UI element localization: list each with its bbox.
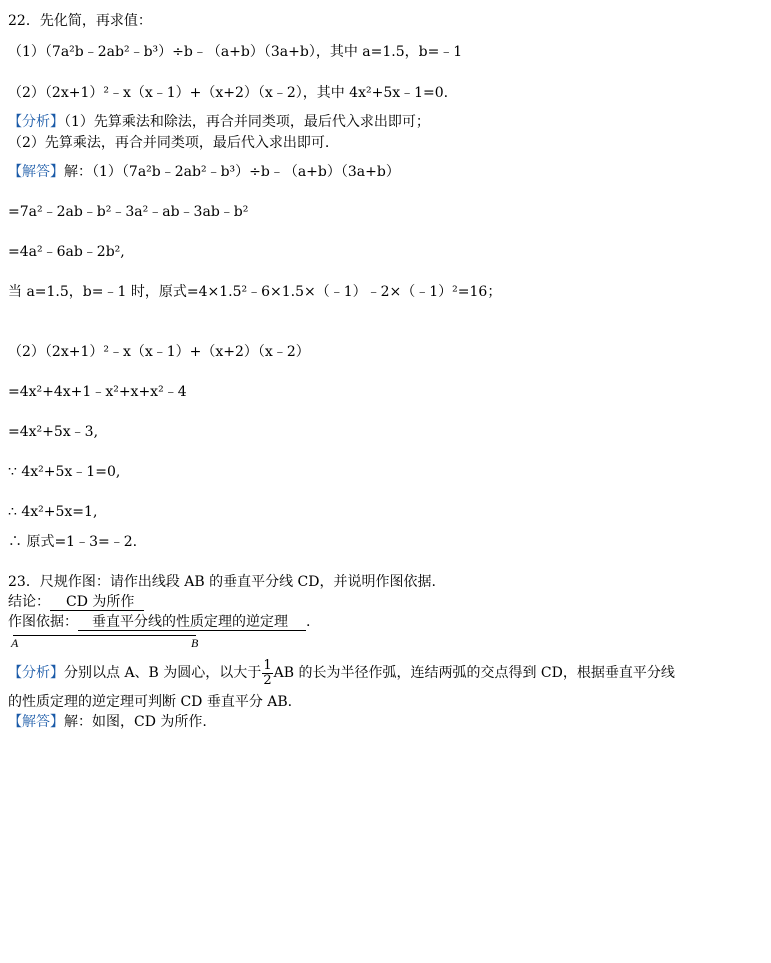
q23-answer <box>8 713 207 731</box>
answer-text: 解：如图，CD 为所作. <box>64 714 207 730</box>
basis-label: 作图依据： <box>8 614 78 630</box>
point-a-label: A <box>11 636 19 650</box>
q22-title: 22．先化简，再求值： <box>8 13 152 29</box>
answer-tag: 【解答】 <box>8 164 64 180</box>
conclusion-label: 结论： <box>8 594 50 610</box>
answer-text: 解：（1）（7a²b﹣2ab²﹣b³）÷b﹣（a+b）（3a+b） <box>64 164 400 180</box>
q22-step2: =4a²﹣6ab﹣2b², <box>8 244 125 260</box>
analysis-text-post: AB 的长为半径作弧，连结两弧的交点得到 CD，根据垂直平分线 <box>273 665 675 681</box>
fraction-denominator: 2 <box>263 672 272 688</box>
answer-tag: 【解答】 <box>8 714 64 730</box>
q22-part2: （2）（2x+1）²﹣x（x﹣1）+（x+2）（x﹣2），其中 4x²+5x﹣1=0. <box>8 85 449 101</box>
analysis-tag: 【分析】 <box>8 114 64 130</box>
q22-step4: （2）（2x+1）²﹣x（x﹣1）+（x+2）（x﹣2） <box>8 344 310 360</box>
q22-step8: ∴ 4x²+5x=1, <box>8 504 98 520</box>
q22-step9: ∴ 原式=1﹣3=﹣2. <box>8 534 138 550</box>
basis-answer: 垂直平分线的性质定理的逆定理 <box>78 614 306 631</box>
q22-analysis-line2: （2）先算乘法，再合并同类项，最后代入求出即可. <box>8 135 330 151</box>
one-half-fraction <box>262 659 272 688</box>
q22-part1: （1）（7a²b﹣2ab²﹣b³）÷b﹣（a+b）（3a+b），其中 a=1.5，b=﹣1 <box>8 44 463 60</box>
q23-conclusion <box>8 593 144 611</box>
q23-analysis-line1 <box>8 658 675 688</box>
point-b-label: B <box>191 636 199 650</box>
q23-title: 23．尺规作图：请作出线段 AB 的垂直平分线 CD，并说明作图依据. <box>8 574 436 590</box>
q22-answer-head <box>8 163 400 181</box>
q22-step6: =4x²+5x﹣3, <box>8 424 99 440</box>
basis-end: . <box>306 614 311 630</box>
conclusion-answer: CD 为所作 <box>50 594 144 611</box>
segment-ab-line <box>13 635 196 636</box>
q22-step1: =7a²﹣2ab﹣b²﹣3a²﹣ab﹣3ab﹣b² <box>8 204 249 220</box>
q23-analysis-line2: 的性质定理的逆定理可判断 CD 垂直平分 AB. <box>8 694 293 710</box>
q22-analysis-line1 <box>8 113 430 131</box>
q22-step7: ∵ 4x²+5x﹣1=0, <box>8 464 121 480</box>
fraction-numerator: 1 <box>263 657 272 673</box>
analysis-tag: 【分析】 <box>8 665 64 681</box>
q22-step5: =4x²+4x+1﹣x²+x+x²﹣4 <box>8 384 187 400</box>
q23-basis <box>8 613 310 631</box>
analysis-text-pre: 分别以点 A、B 为圆心，以大于 <box>64 665 262 681</box>
analysis-text: （1）先算乘法和除法，再合并同类项，最后代入求出即可； <box>64 114 430 130</box>
q22-step3: 当 a=1.5，b=﹣1 时，原式=4×1.5²﹣6×1.5×（﹣1）﹣2×（﹣1）²=16； <box>8 284 502 300</box>
